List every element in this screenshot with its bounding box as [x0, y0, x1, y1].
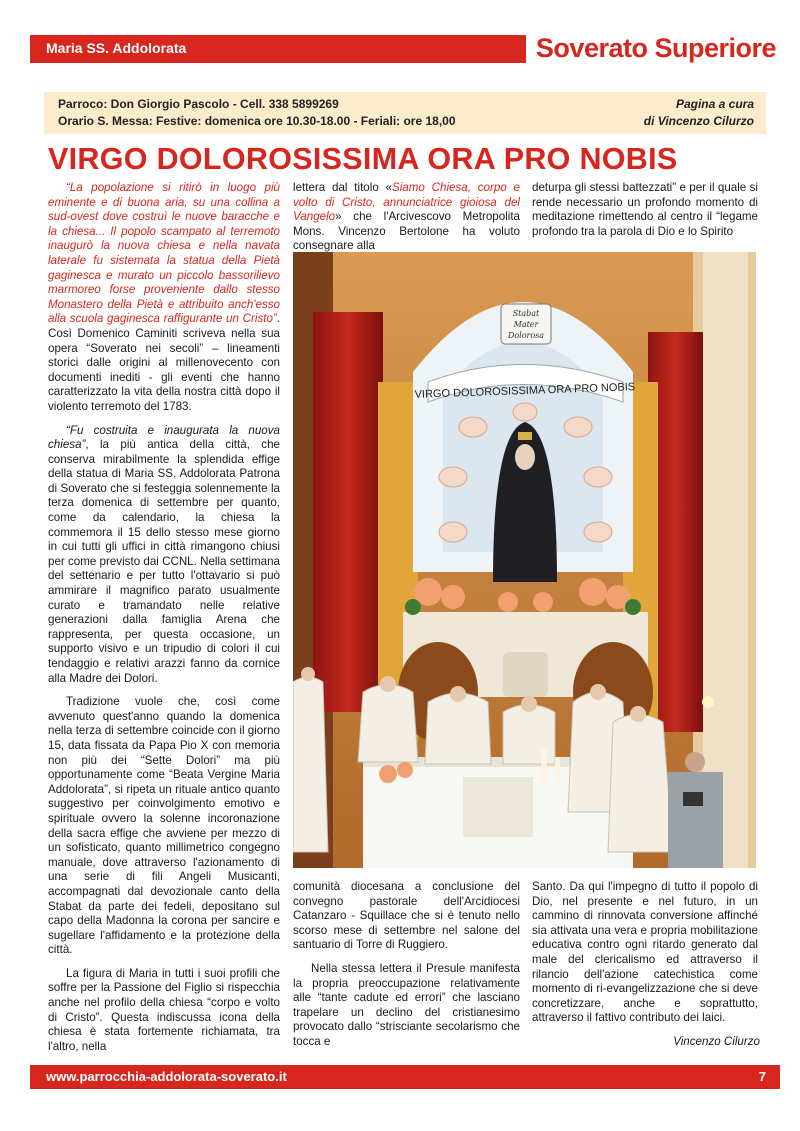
plaque-line-3: Dolorosa: [507, 331, 545, 340]
paragraph: Tradizione vuole che, così come avvenuto quest'anno quando la domenica nella terza di settembre coincide con il giorno 15, data fissata da Papa Pio X con memoria non più dei “Sette Dolori” ma più opportunamente come “Beata Vergine Maria Addolorata”, si ripeta un rituale antico quanto suggestivo per coinvolgimento emotivo e spirituale ovvero la solenne incoronazione della sacra effige che avviene per mezzo di un sofisticato, quanto millimetrico congegno manuale, dove attraverso l'azionamento di una serie di fili Angeli Musicanti, accompagnati dal devozionale canto della Stabat da parte dei fedeli, depositano sul capo della Madonna la corona per sancire e sugellare l'affidamento e la protezione della città.: [48, 695, 280, 957]
column-middle-bottom: [293, 880, 520, 1059]
header-bar: [30, 35, 780, 63]
column-left: [48, 181, 280, 1063]
mass-times: Orario S. Messa: Festive: domenica ore 10.30-18.00 - Feriali: ore 18,00: [58, 114, 456, 128]
paragraph: Santo. Da qui l'impegno di tutto il popolo di Dio, nel presente e nel futuro, in un cammino di rinnovata conversione affinché sia attivata una vera e propria mobilitazione educativa contro ogni ritardo generato dal male del clericalismo ed attraverso il rilancio dell'azione catechistica come momento di ri-evangelizzazione che si deve concretizzare, anche e soprattutto, attraverso il fattivo contributo dei laici.: [532, 880, 758, 1025]
website-link[interactable]: www.parrocchia-addolorata-soverato.it: [46, 1069, 287, 1084]
paragraph: “La popolazione si ritirò in luogo più eminente e di buona aria, su una collina a sud-ovest dove costruì le nuove baracche e la chiesa... Il popolo scampato al terremoto inaugurò la nuova chiesa e nella navata laterale fu sistemata la statua della Pietà gaginesca e murato un piccolo bassorilievo marmoreo forse proveniente dallo stesso Monastero della Pietà e attribuito anch'esso alla scuola gaginesca raffigurante un Cristo”. Così Domenico Caminiti scriveva nella sua opera “Soverato nei secoli” – lineamenti storici dalle origini al millenovecento con documenti inediti - gli eventi che hanno caratterizzato la vita della nostra città dopo il violento terremoto del 1783.: [48, 181, 280, 413]
quote-text: “La popolazione si ritirò in luogo più eminente e di buona aria, su una collina a sud-ovest dove costruì le nuove baracche e la chiesa... Il popolo scampato al terremoto inaugurò la nuova chiesa e nella navata laterale fu sistemata la statua della Pietà gaginesca e murato un piccolo bassorilievo marmoreo forse proveniente dallo stesso Monastero della Pietà e attribuito anch'esso alla scuola gaginesca raffigurante un Cristo”: [48, 181, 280, 326]
location-title: Soverato Superiore: [526, 29, 784, 67]
page-credit-line1: Pagina a cura: [675, 97, 754, 111]
author-signature: Vincenzo Cilurzo: [673, 1035, 760, 1048]
column-right-bottom: [532, 880, 758, 1035]
paragraph: La figura di Maria in tutti i suoi profili che soffre per la Passione del Figlio si rispecchia anche nel profilo della chiesa “corpo e volto di Cristo”. Questa indiscussa icona della chiesa è stata fortemente richiamata, tra l'altro, nella: [48, 966, 280, 1053]
plaque-line-1: Stabat: [512, 309, 540, 318]
section-name: Maria SS. Addolorata: [46, 40, 187, 56]
altar-photo: [293, 252, 756, 868]
page-credit-line2: di Vincenzo Cilurzo: [643, 114, 754, 128]
paragraph: “Fu costruita e inaugurata la nuova chiesa”, la più antica della città, che conserva mirabilmente la splendida effige della statua di Maria SS. Addolorata Patrona di Soverato che si festeggia solennemente la terza domenica di settembre per quanto, come da calendario, la chiesa la commemora il 15 dello stesso mese giorno in cui tutti gli uffici in città rimangono chiusi per come previsto dai CCNL. Nella settimana del settenario e per tutto l'ottavario si può ammirare il magnifico parato usualmente curato e tramandato nelle relative generazioni dalla famiglia Arena che rappresenta, per questa occasione, un supporto visivo e un tripudio di colori il cui tendaggio e relativi arazzi fanno da cornice alla Madre dei Dolori.: [48, 423, 280, 685]
column-middle-top: [293, 181, 520, 263]
paragraph: Nella stessa lettera il Presule manifesta la propria preoccupazione relativamente alle “tante cadute ed errori” che lasciano trapelare un declino del cristianesimo provocato dallo “strisciante secolarismo che tocca e: [293, 961, 520, 1048]
paragraph: lettera dal titolo «Siamo Chiesa, corpo e volto di Cristo, annunciatrice gioiosa del Vangelo» che l'Arcivescovo Metropolita Mons. Vincenzo Bertolone ha voluto consegnare alla: [293, 181, 520, 253]
quote-text: “Fu costruita e inaugurata la nuova chiesa”: [48, 423, 280, 452]
parish-info-box: [44, 92, 766, 134]
paragraph: comunità diocesana a conclusione del convegno pastorale dell'Arcidiocesi Catanzaro - Squillace che si è tenuto nello scorso mese di settembre nel salone del santuario di Torre di Ruggiero.: [293, 880, 520, 952]
page-number: 7: [758, 1069, 766, 1084]
footer-bar: [30, 1065, 780, 1089]
parish-priest: Parroco: Don Giorgio Pascolo - Cell. 338 5899269: [58, 97, 339, 111]
quote-text: Siamo Chiesa, corpo e volto di Cristo, annunciatrice gioiosa del Vangelo: [293, 181, 520, 224]
article-title: VIRGO DOLOROSISSIMA ORA PRO NOBIS: [48, 142, 678, 176]
paragraph: deturpa gli stessi battezzati” e per il quale si rende necessario un profondo momento di meditazione rimettendo al centro il “legame profondo tra la parola di Dio e lo Spirito: [532, 181, 758, 238]
photo-banner: VIRGO DOLOROSISSIMA ORA PRO NOBIS: [414, 381, 636, 401]
column-right-top: [532, 181, 758, 248]
plaque-line-2: Mater: [513, 320, 539, 329]
